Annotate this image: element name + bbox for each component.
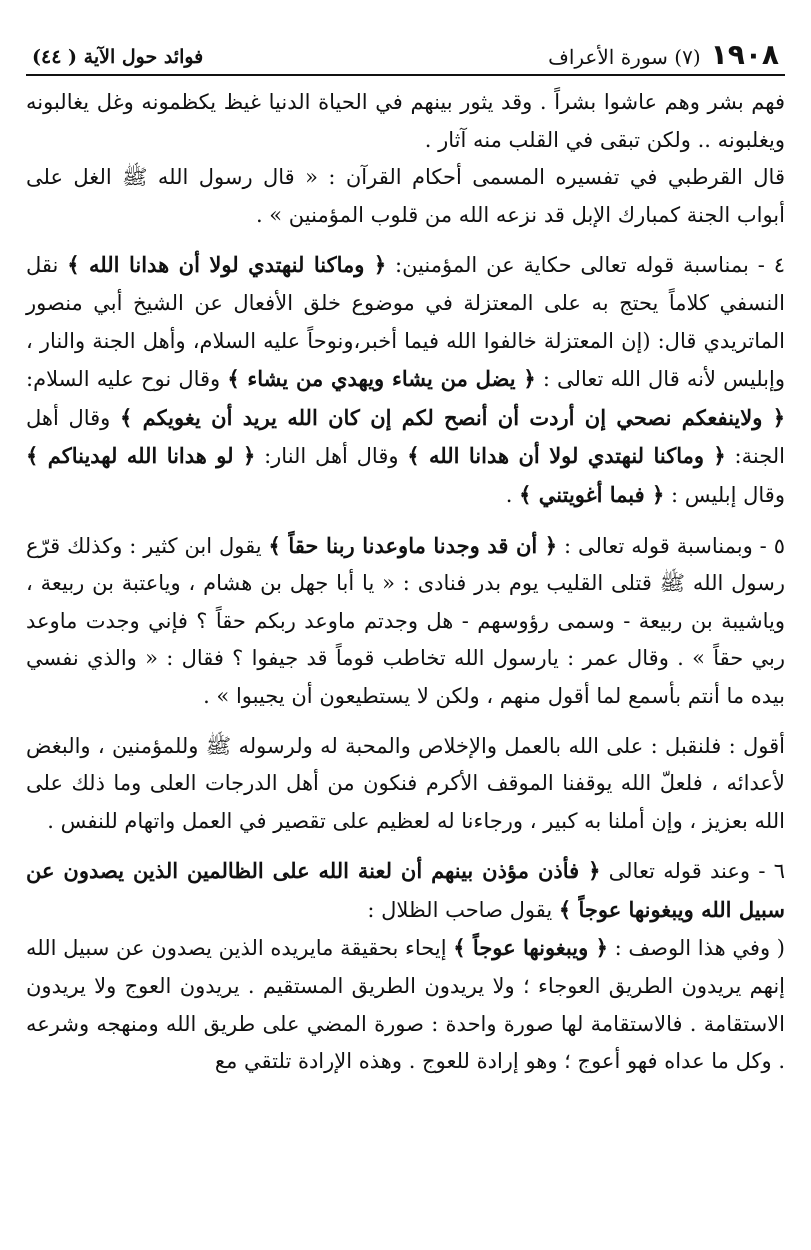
verse-quote: ﴿ يضل من يشاء ويهدي من يشاء ﴾	[227, 366, 536, 392]
text-run: وقال أهل الجنة:	[26, 405, 786, 469]
text-run: وقال نوح عليه السلام:	[26, 367, 228, 392]
paragraph	[26, 527, 785, 716]
text-run: ٦ - وعند قوله تعالى	[600, 859, 785, 884]
paragraph	[26, 84, 785, 159]
paragraph	[26, 246, 785, 514]
text-run: يقول ابن كثير : وكذلك قرّع رسول الله ﷺ قتلى القليب يوم بدر فنادى : « يا أبا جهل بن هشام ، وياعتبة بن ربيعة ، وياشيبة بن ربيعة - وسمى رؤوسهم - هل وجدتم ماوعد ربكم حقاً ؟ فإني وجدت ماوعد ربي حقاً » . وقال عمر : يارسول الله تخاطب قوماً قد جيفوا ؟ فقال : « والذي نفسي بيده ما أنتم بأسمع لما أقول منهم ، ولكن لا يستطيعون أن يجيبوا » .	[26, 533, 785, 708]
paragraph-gap	[26, 234, 785, 246]
page-number: ١٩٠٨	[710, 38, 779, 71]
verse-quote: ﴿ فبما أغويتني ﴾	[519, 481, 665, 507]
text-run: قال القرطبي في تفسيره المسمى أحكام القرآن : « قال رسول الله ﷺ الغل على أبواب الجنة كمبارك الإبل قد نزعه الله من قلوب المؤمنين » .	[26, 165, 785, 227]
text-run: ( وفي هذا الوصف :	[607, 936, 785, 961]
section-title: فوائد حول الآية ( ٤٤)	[32, 46, 204, 68]
text-run: وقال أهل النار:	[255, 444, 408, 469]
paragraph-gap	[26, 840, 785, 852]
verse-quote: ﴿ وماكنا لنهتدي لولا أن هدانا الله ﴾	[67, 252, 387, 278]
verse-quote: ﴿ أن قد وجدنا ماوعدنا ربنا حقاً ﴾	[268, 532, 558, 558]
text-run: ٥ - وبمناسبة قوله تعالى :	[557, 533, 785, 558]
page-header	[26, 30, 785, 76]
paragraph-gap	[26, 716, 785, 728]
text-run: .	[505, 482, 520, 507]
paragraph	[26, 159, 785, 234]
verse-quote: ﴿ ويبغونها عوجاً ﴾	[453, 935, 608, 961]
paragraph	[26, 929, 785, 1080]
header-right	[548, 40, 779, 70]
text-run: نقل النسفي كلاماً يحتج به على المعتزلة في موضوع خلق الأفعال عن الشيخ أبي منصور الماتريدي قال: (إن المعتزلة خالفوا الله فيما أخبر،ونوحاً عليه السلام، وأهل الجنة والنار ، وإبليس لأنه قال الله تعالى :	[26, 253, 785, 392]
page-body	[26, 76, 785, 1081]
verse-quote: ﴿ لو هدانا الله لهديناكم ﴾	[26, 443, 256, 469]
text-run: وقال إبليس :	[664, 482, 785, 507]
text-run: إيحاء بحقيقة مايريده الذين يصدون عن سبيل الله إنهم يريدون الطريق العوجاء ؛ ولا يريدون الطريق المستقيم . يريدون العوج ولا يريدون الاستقامة . فالاستقامة لها صورة واحدة : صورة المضي على طريق الله ومنهجه وشرعه . وكل ما عداه فهو أعوج ؛ وهو إرادة للعوج . وهذه الإرادة تلتقي مع	[26, 936, 785, 1074]
verse-quote: ﴿ فأذن مؤذن بينهم أن لعنة الله على الظالمين الذين يصدون عن سبيل الله ويبغونها عوجاً ﴾	[26, 858, 785, 922]
paragraph	[26, 728, 785, 841]
surah-title: (٧) سورة الأعراف	[548, 45, 701, 69]
paragraph	[26, 852, 785, 929]
verse-quote: ﴿ وماكنا لنهتدي لولا أن هدانا الله ﴾	[407, 443, 726, 469]
text-run: يقول صاحب الظلال :	[367, 897, 559, 922]
text-run: ٤ - بمناسبة قوله تعالى حكاية عن المؤمنين:	[386, 253, 785, 278]
paragraph-gap	[26, 515, 785, 527]
text-run: فهم بشر وهم عاشوا بشراً . وقد يثور بينهم في الحياة الدنيا غيظ يكظمونه وغل يغالبونه ويغلبونه .. ولكن تبقى في القلب منه آثار .	[26, 90, 785, 152]
text-run: أقول : فلنقبل : على الله بالعمل والإخلاص والمحبة له ولرسوله ﷺ وللمؤمنين ، والبغض لأعدائه ، فلعلّ الله يوقفنا الموقف الأكرم فنكون من أهل الدرجات العلى وما ذلك على الله بعزيز ، وإن أملنا به كبير ، ورجاءنا له لعظيم على تقصير في العمل واتهام للنفس .	[26, 733, 785, 833]
verse-quote: ﴿ ولاينفعكم نصحي إن أردت أن أنصح لكم إن كان الله يريد أن يغويكم ﴾	[120, 404, 785, 430]
